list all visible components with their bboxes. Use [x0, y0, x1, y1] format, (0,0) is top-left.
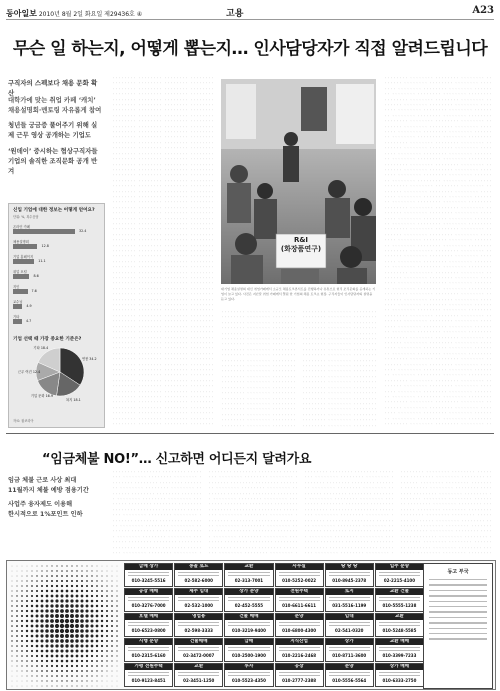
classified-ad	[224, 588, 273, 612]
classified-ad	[325, 613, 374, 637]
bar-category-label: 온라인 카페	[13, 225, 30, 229]
ad-phone: 02-3451-1250	[183, 678, 215, 684]
bar-value-label: 11.1	[38, 259, 46, 263]
second-subhead-4: 한시적으로 1%포인트 인하	[8, 511, 83, 518]
ad-phone: 02-532-1000	[184, 603, 213, 609]
ad-title: 땅 땅 땅	[326, 564, 373, 570]
bar	[13, 259, 34, 264]
main-headline: 무슨 일 하는지, 어떻게 뽑는지… 인사담당자가 직접 알려드립니다	[12, 39, 488, 59]
ad-title: 제주 임대	[175, 589, 222, 595]
ad-title: 몽골 로드	[175, 564, 222, 570]
classified-ad	[174, 588, 223, 612]
classified-ad	[325, 638, 374, 662]
pie-slice-label: 복지 18.1	[65, 398, 81, 403]
ad-title: 사무실	[276, 564, 323, 570]
ad-phone: 010-2216-2468	[282, 653, 317, 659]
ad-title: 임대	[326, 614, 373, 620]
photo-caption: 대기업 채용설명회 대신 취업카페에서 소규모 채용토크콘서트를 진행하거나 유튜브로 현직 조직문화를 공개하는 기업이 늘고 있다. 사진은 지난달 취업 카페에서 열린 한 기업의 채용 토크쇼 현장. 구직자들이 인사담당자의 설명을 듣고 있다.	[221, 287, 376, 301]
classified-ad	[174, 613, 223, 637]
classified-ad	[275, 563, 324, 587]
ad-title: 투자	[225, 664, 272, 670]
ad-title: 분양	[276, 614, 323, 620]
classified-ad	[174, 563, 223, 587]
ad-phone: 02-598-3333	[184, 628, 213, 634]
article-column-3: ㆍㆍㆍㆍㆍㆍㆍㆍ ㆍㆍㆍㆍㆍㆍㆍㆍ ㆍㆍㆍㆍㆍㆍㆍㆍ ㆍㆍㆍㆍㆍㆍㆍㆍ ㆍㆍㆍㆍㆍㆍㆍㆍ ㆍㆍㆍㆍㆍㆍㆍㆍ ㆍㆍㆍㆍㆍㆍㆍㆍ ㆍㆍㆍㆍㆍㆍㆍㆍ ㆍㆍㆍㆍㆍㆍㆍㆍ ㆍㆍㆍㆍㆍㆍㆍㆍ ㆍㆍㆍㆍㆍㆍㆍㆍ ㆍㆍㆍㆍㆍㆍㆍㆍ ㆍㆍㆍㆍㆍㆍㆍㆍ ㆍㆍㆍㆍㆍㆍㆍㆍ ㆍㆍㆍㆍㆍㆍㆍㆍ ㆍㆍㆍㆍㆍㆍㆍㆍ ㆍㆍㆍㆍㆍㆍㆍㆍ ㆍㆍㆍㆍㆍㆍㆍㆍ ㆍㆍㆍㆍㆍㆍㆍㆍ ㆍㆍㆍㆍㆍㆍㆍㆍ ㆍㆍㆍㆍㆍㆍㆍㆍ ㆍㆍㆍㆍㆍㆍㆍㆍ ㆍㆍㆍㆍㆍㆍㆍㆍ ㆍㆍㆍㆍㆍㆍㆍㆍ ㆍㆍㆍㆍㆍㆍㆍㆍ ㆍㆍㆍㆍㆍㆍㆍㆍ ㆍㆍㆍㆍㆍㆍㆍㆍ ㆍㆍㆍㆍㆍㆍㆍㆍ ㆍㆍㆍㆍㆍㆍㆍㆍ ㆍㆍㆍㆍㆍㆍㆍㆍ ㆍㆍㆍㆍㆍㆍㆍㆍ ㆍㆍㆍㆍㆍㆍㆍㆍ ㆍㆍㆍㆍㆍㆍㆍㆍ ㆍㆍㆍㆍㆍㆍㆍㆍ ㆍㆍㆍㆍㆍㆍㆍㆍ ㆍㆍㆍㆍㆍㆍㆍㆍ ㆍㆍㆍㆍㆍㆍㆍㆍ ㆍㆍㆍㆍㆍㆍㆍㆍ ㆍㆍㆍㆍㆍㆍㆍㆍ ㆍㆍㆍㆍㆍㆍㆍㆍ ㆍㆍㆍㆍㆍㆍㆍㆍ ㆍㆍㆍㆍㆍㆍㆍㆍ ㆍㆍㆍㆍㆍㆍㆍㆍ ㆍㆍㆍㆍㆍㆍㆍㆍ ㆍㆍㆍㆍㆍㆍㆍㆍ ㆍㆍㆍㆍㆍㆍㆍㆍ ㆍㆍㆍㆍㆍㆍㆍㆍ ㆍㆍㆍㆍㆍㆍㆍㆍ ㆍㆍㆍㆍㆍㆍㆍㆍ ㆍㆍㆍㆍㆍㆍㆍㆍ ㆍㆍㆍㆍㆍㆍㆍㆍ ㆍㆍㆍㆍㆍㆍㆍㆍ ㆍㆍㆍㆍㆍㆍㆍㆍ ㆍㆍㆍㆍㆍㆍㆍㆍ ㆍㆍㆍㆍㆍㆍㆍㆍ ㆍㆍㆍㆍㆍㆍㆍㆍ ㆍㆍㆍㆍㆍㆍㆍㆍ ㆍㆍㆍㆍㆍㆍㆍㆍ ㆍㆍㆍㆍㆍㆍㆍㆍ ㆍㆍㆍㆍㆍㆍㆍㆍ ㆍㆍㆍㆍㆍㆍㆍㆍ ㆍㆍㆍㆍㆍㆍㆍㆍ ㆍㆍㆍㆍㆍㆍㆍㆍ ㆍㆍㆍㆍㆍㆍㆍㆍ ㆍㆍㆍㆍㆍㆍㆍㆍ ㆍㆍㆍㆍㆍㆍㆍㆍ	[302, 310, 377, 428]
ad-phone: 010-3399-7233	[382, 653, 417, 659]
second-article-col-1: ㆍㆍㆍㆍㆍㆍㆍㆍ ㆍㆍㆍㆍㆍㆍㆍㆍ ㆍㆍㆍㆍㆍㆍㆍㆍ ㆍㆍㆍㆍㆍㆍㆍㆍ ㆍㆍㆍㆍㆍㆍㆍㆍ ㆍㆍㆍㆍㆍㆍㆍㆍ ㆍㆍㆍㆍㆍㆍㆍㆍ ㆍㆍㆍㆍㆍㆍㆍㆍ ㆍㆍㆍㆍㆍㆍㆍㆍ ㆍㆍㆍㆍㆍㆍㆍㆍ ㆍㆍㆍㆍㆍㆍㆍㆍ ㆍㆍㆍㆍㆍㆍㆍㆍ ㆍㆍㆍㆍㆍㆍㆍㆍ ㆍㆍㆍㆍㆍㆍㆍㆍ ㆍㆍㆍㆍㆍㆍㆍㆍ ㆍㆍㆍㆍㆍㆍㆍㆍ ㆍㆍㆍㆍㆍㆍㆍㆍ ㆍㆍㆍㆍㆍㆍㆍㆍ ㆍㆍㆍㆍㆍㆍㆍㆍ ㆍㆍㆍㆍㆍㆍㆍㆍ ㆍㆍㆍㆍㆍㆍㆍㆍ ㆍㆍㆍㆍㆍㆍㆍㆍ ㆍㆍㆍㆍㆍㆍㆍㆍ ㆍㆍㆍㆍㆍㆍㆍㆍ ㆍㆍㆍㆍㆍㆍㆍㆍ ㆍㆍㆍㆍㆍㆍㆍㆍ ㆍㆍㆍㆍㆍㆍㆍㆍ ㆍㆍㆍㆍㆍㆍㆍㆍ ㆍㆍㆍㆍㆍㆍㆍㆍ ㆍㆍㆍㆍㆍㆍㆍㆍ ㆍㆍㆍㆍㆍㆍㆍㆍ ㆍㆍㆍㆍㆍㆍㆍㆍ ㆍㆍㆍㆍㆍㆍㆍㆍ ㆍㆍㆍㆍㆍㆍㆍㆍ ㆍㆍㆍㆍㆍㆍㆍㆍ ㆍㆍㆍㆍㆍㆍㆍㆍ ㆍㆍㆍㆍㆍㆍㆍㆍ ㆍㆍㆍㆍㆍㆍㆍㆍ ㆍㆍㆍㆍㆍㆍㆍㆍ ㆍㆍㆍㆍㆍㆍㆍㆍ ㆍㆍㆍㆍㆍㆍㆍㆍ ㆍㆍㆍㆍㆍㆍㆍㆍ ㆍㆍㆍㆍㆍㆍㆍㆍ ㆍㆍㆍㆍㆍㆍㆍㆍ ㆍㆍㆍㆍㆍㆍㆍㆍ ㆍㆍㆍㆍㆍㆍㆍㆍ ㆍㆍㆍㆍㆍㆍㆍㆍ ㆍㆍㆍㆍㆍㆍㆍㆍ ㆍㆍㆍㆍㆍㆍㆍㆍ ㆍㆍㆍㆍㆍㆍㆍㆍ ㆍㆍㆍㆍㆍㆍㆍㆍ ㆍㆍㆍㆍㆍㆍㆍㆍ ㆍㆍㆍㆍㆍㆍㆍㆍ ㆍㆍㆍㆍㆍㆍㆍㆍ ㆍㆍㆍㆍㆍㆍㆍㆍ ㆍㆍㆍㆍㆍㆍㆍㆍ ㆍㆍㆍㆍㆍㆍㆍㆍ ㆍ	[112, 470, 202, 555]
bar-category-label: 취업 포털	[13, 270, 27, 274]
ad-title: 건물매매	[175, 639, 222, 645]
ad-phone: 010-5555-1238	[382, 603, 417, 609]
bar-category-label: 기업 홈페이지	[13, 255, 34, 259]
section-divider	[6, 433, 494, 434]
ad-phone: 010-6523-0800	[131, 628, 166, 634]
paper-name: 동아일보	[6, 8, 37, 18]
pie-slice-label: 근무 여건 12.4	[18, 370, 41, 375]
classified-ad	[325, 663, 374, 687]
pie-slice-label: 기업 문화 16.9	[30, 394, 53, 399]
ad-title: 입주 분양	[376, 564, 423, 570]
ad-title: 토지	[326, 589, 373, 595]
classified-ad	[375, 588, 424, 612]
bar	[13, 289, 28, 294]
ad-title: 교환 건물	[376, 589, 423, 595]
bar	[13, 229, 75, 234]
ad-title: 호텔 매매	[125, 614, 172, 620]
ad-phone: 02-313-7001	[234, 578, 264, 584]
subhead-3: 청년들 궁금증 풀어주기 위해 실제 근무 영상 공개하는 기업도	[8, 121, 98, 139]
chart-source: 자료: 잡코리아	[13, 419, 34, 423]
second-subhead-3: 사업주 융자제도 이용해	[8, 501, 73, 508]
news-photo	[221, 79, 376, 284]
chart-title: 신입 기업에 대한 정보는 어떻게 얻어요?	[13, 208, 95, 213]
ad-grid	[124, 563, 424, 687]
ad-phone: 010-6333-2750	[382, 678, 417, 684]
ad-title: 가평 전원주택	[125, 664, 172, 670]
ad-phone: 02-3472-0007	[183, 653, 215, 659]
ad-phone: 010-2315-6160	[131, 653, 166, 659]
ad-phone: 010-5252-0022	[282, 578, 317, 584]
classified-ad	[224, 663, 273, 687]
classified-ad	[275, 663, 324, 687]
ad-phone: 010-5523-4350	[231, 678, 266, 684]
halftone-ad	[9, 563, 121, 687]
bar-value-label: 7.6	[31, 289, 37, 293]
article-column-1: ㆍㆍㆍㆍㆍㆍㆍㆍ ㆍㆍㆍㆍㆍㆍㆍㆍ ㆍㆍㆍㆍㆍㆍㆍㆍ ㆍㆍㆍㆍㆍㆍㆍㆍ ㆍㆍㆍㆍㆍㆍㆍㆍ ㆍㆍㆍㆍㆍㆍㆍㆍ ㆍㆍㆍㆍㆍㆍㆍㆍ ㆍㆍㆍㆍㆍㆍㆍㆍ ㆍㆍㆍㆍㆍㆍㆍㆍ ㆍㆍㆍㆍㆍㆍㆍㆍ ㆍㆍㆍㆍㆍㆍㆍㆍ ㆍㆍㆍㆍㆍㆍㆍㆍ ㆍㆍㆍㆍㆍㆍㆍㆍ ㆍㆍㆍㆍㆍㆍㆍㆍ ㆍㆍㆍㆍㆍㆍㆍㆍ ㆍㆍㆍㆍㆍㆍㆍㆍ ㆍㆍㆍㆍㆍㆍㆍㆍ ㆍㆍㆍㆍㆍㆍㆍㆍ ㆍㆍㆍㆍㆍㆍㆍㆍ ㆍㆍㆍㆍㆍㆍㆍㆍ ㆍㆍㆍㆍㆍㆍㆍㆍ ㆍㆍㆍㆍㆍㆍㆍㆍ ㆍㆍㆍㆍㆍㆍㆍㆍ ㆍㆍㆍㆍㆍㆍㆍㆍ ㆍㆍㆍㆍㆍㆍㆍㆍ ㆍㆍㆍㆍㆍㆍㆍㆍ ㆍㆍㆍㆍㆍㆍㆍㆍ ㆍㆍㆍㆍㆍㆍㆍㆍ ㆍㆍㆍㆍㆍㆍㆍㆍ ㆍㆍㆍㆍㆍㆍㆍㆍ ㆍㆍㆍㆍㆍㆍㆍㆍ ㆍㆍㆍㆍㆍㆍㆍㆍ ㆍㆍㆍㆍㆍㆍㆍㆍ ㆍㆍㆍㆍㆍㆍㆍㆍ ㆍㆍㆍㆍㆍㆍㆍㆍ ㆍㆍㆍㆍㆍㆍㆍㆍ ㆍㆍㆍㆍㆍㆍㆍㆍ ㆍㆍㆍㆍㆍㆍㆍㆍ ㆍㆍㆍㆍㆍㆍㆍㆍ ㆍㆍㆍㆍㆍㆍㆍㆍ ㆍㆍㆍㆍㆍㆍㆍㆍ ㆍㆍㆍㆍㆍㆍㆍㆍ ㆍㆍㆍㆍㆍㆍㆍㆍ ㆍㆍㆍㆍㆍㆍㆍㆍ ㆍㆍㆍㆍㆍㆍㆍㆍ ㆍㆍㆍㆍㆍㆍㆍㆍ ㆍㆍㆍㆍㆍㆍㆍㆍ ㆍㆍㆍㆍㆍㆍㆍㆍ ㆍㆍㆍㆍㆍㆍㆍㆍ ㆍㆍㆍㆍㆍㆍㆍㆍ ㆍㆍㆍㆍㆍㆍㆍㆍ ㆍㆍㆍㆍㆍㆍㆍㆍ ㆍㆍㆍㆍㆍㆍㆍㆍ ㆍㆍㆍㆍㆍㆍㆍㆍ ㆍㆍㆍㆍㆍㆍㆍㆍ ㆍㆍㆍㆍㆍㆍㆍㆍ ㆍㆍㆍㆍㆍㆍㆍㆍ ㆍㆍㆍㆍㆍㆍㆍㆍ ㆍㆍㆍㆍㆍㆍㆍㆍ ㆍㆍㆍㆍㆍㆍㆍㆍ ㆍㆍㆍㆍㆍㆍㆍㆍ ㆍㆍㆍㆍㆍㆍㆍㆍ ㆍㆍㆍㆍㆍㆍㆍㆍ ㆍㆍㆍㆍㆍㆍㆍㆍ ㆍㆍㆍㆍㆍㆍㆍㆍ ㆍㆍㆍㆍㆍㆍㆍㆍ ㆍㆍㆍㆍㆍㆍㆍㆍ ㆍㆍㆍㆍㆍㆍㆍㆍ ㆍㆍㆍㆍㆍㆍㆍㆍ ㆍㆍㆍㆍㆍㆍㆍㆍ ㆍㆍㆍㆍㆍㆍㆍㆍ ㆍㆍㆍㆍㆍㆍㆍㆍ ㆍㆍㆍㆍㆍㆍㆍㆍ ㆍㆍㆍㆍㆍㆍㆍㆍ ㆍㆍㆍㆍㆍㆍㆍㆍ ㆍㆍㆍㆍㆍㆍㆍㆍ ㆍㆍㆍㆍㆍㆍㆍㆍ ㆍㆍㆍㆍㆍㆍㆍㆍ ㆍㆍㆍㆍㆍㆍㆍㆍ ㆍㆍㆍㆍㆍㆍㆍㆍ ㆍㆍㆍㆍㆍㆍㆍㆍ ㆍㆍㆍㆍㆍㆍㆍㆍ ㆍㆍㆍㆍㆍㆍㆍㆍ ㆍㆍㆍㆍㆍㆍㆍㆍ ㆍㆍㆍㆍㆍㆍㆍㆍ ㆍㆍㆍㆍㆍㆍㆍㆍ ㆍㆍㆍㆍㆍㆍㆍㆍ ㆍㆍㆍㆍㆍㆍㆍㆍ ㆍㆍㆍㆍㆍㆍㆍㆍ ㆍㆍㆍㆍㆍㆍㆍㆍ ㆍㆍㆍㆍㆍㆍㆍㆍ ㆍㆍㆍㆍㆍㆍㆍㆍ ㆍㆍㆍㆍㆍㆍㆍㆍ ㆍㆍㆍㆍㆍㆍㆍㆍ ㆍㆍㆍㆍㆍㆍㆍㆍ ㆍㆍㆍㆍㆍㆍㆍㆍ ㆍㆍㆍㆍㆍㆍㆍㆍ ㆍㆍㆍㆍㆍㆍㆍㆍ ㆍㆍㆍㆍㆍㆍㆍㆍ ㆍㆍㆍㆍㆍㆍㆍㆍ ㆍㆍㆍㆍㆍㆍㆍㆍ ㆍㆍㆍㆍㆍㆍㆍㆍ ㆍㆍㆍㆍㆍㆍㆍㆍ ㆍㆍㆍㆍㆍㆍㆍㆍ ㆍㆍㆍㆍㆍㆍㆍㆍ ㆍㆍㆍㆍㆍㆍㆍㆍ ㆍㆍㆍㆍㆍㆍㆍㆍ ㆍㆍㆍㆍㆍㆍㆍㆍ ㆍㆍㆍㆍㆍㆍㆍㆍ ㆍㆍㆍㆍㆍㆍㆍㆍ ㆍㆍㆍㆍㆍㆍㆍㆍ ㆍㆍㆍㆍㆍㆍㆍㆍ ㆍㆍㆍㆍㆍㆍㆍㆍ ㆍㆍㆍㆍㆍㆍㆍㆍ ㆍㆍㆍㆍㆍㆍㆍㆍ ㆍㆍㆍㆍㆍㆍㆍㆍ ㆍㆍㆍㆍㆍㆍㆍㆍ ㆍㆍㆍㆍㆍㆍㆍㆍ ㆍㆍㆍㆍㆍㆍㆍㆍ ㆍㆍㆍㆍㆍㆍㆍㆍ ㆍㆍㆍㆍㆍㆍㆍㆍ ㆍㆍㆍㆍㆍㆍㆍㆍ ㆍㆍㆍㆍㆍㆍㆍㆍ ㆍㆍㆍㆍㆍㆍㆍㆍ ㆍㆍㆍㆍㆍㆍㆍㆍ ㆍㆍㆍㆍㆍㆍㆍㆍ ㆍㆍㆍㆍㆍㆍㆍㆍ ㆍㆍㆍㆍㆍㆍㆍㆍ ㆍㆍㆍㆍㆍㆍㆍㆍ ㆍㆍㆍㆍㆍㆍㆍㆍ ㆍㆍㆍㆍㆍㆍㆍㆍ ㆍㆍㆍㆍㆍㆍㆍㆍ ㆍㆍㆍㆍㆍㆍㆍㆍ ㆍㆍㆍㆍㆍㆍㆍㆍ ㆍㆍㆍㆍㆍㆍㆍㆍ ㆍㆍㆍㆍㆍㆍㆍㆍ ㆍㆍㆍㆍㆍㆍㆍㆍ ㆍㆍㆍㆍㆍㆍㆍㆍ ㆍㆍㆍㆍㆍㆍㆍㆍ ㆍㆍㆍㆍㆍㆍㆍㆍ ㆍㆍㆍㆍㆍㆍㆍㆍ ㆍㆍㆍㆍㆍㆍㆍㆍ ㆍㆍㆍㆍㆍㆍㆍㆍ ㆍㆍㆍㆍㆍㆍㆍㆍ ㆍㆍㆍㆍㆍㆍㆍㆍ ㆍㆍㆍㆍㆍㆍㆍㆍ ㆍㆍㆍㆍㆍㆍㆍㆍ ㆍㆍㆍㆍㆍㆍㆍㆍ ㆍㆍㆍㆍㆍㆍㆍㆍ ㆍㆍㆍㆍㆍㆍㆍㆍ ㆍㆍㆍㆍㆍㆍㆍㆍ ㆍㆍㆍㆍㆍㆍㆍㆍ ㆍㆍㆍㆍㆍㆍㆍㆍ ㆍㆍㆍㆍㆍㆍㆍㆍ ㆍㆍㆍㆍㆍㆍㆍㆍ ㆍㆍㆍㆍㆍㆍㆍㆍ ㆍㆍㆍㆍㆍㆍㆍㆍ ㆍㆍㆍㆍㆍㆍㆍㆍ ㆍㆍㆍㆍㆍㆍㆍㆍ ㆍㆍㆍㆍㆍㆍㆍㆍ ㆍㆍㆍㆍㆍㆍㆍㆍ ㆍㆍㆍㆍㆍㆍㆍㆍ ㆍㆍㆍㆍㆍㆍㆍㆍ ㆍㆍㆍㆍㆍㆍㆍㆍ ㆍㆍㆍㆍㆍㆍㆍㆍ ㆍㆍㆍㆍㆍㆍㆍㆍ ㆍㆍㆍㆍㆍㆍㆍㆍ ㆍㆍㆍㆍㆍㆍㆍㆍ ㆍㆍㆍㆍㆍㆍㆍㆍ ㆍㆍㆍㆍㆍㆍㆍㆍ ㆍㆍㆍㆍㆍㆍㆍㆍ ㆍㆍㆍㆍㆍㆍㆍㆍ ㆍㆍㆍㆍㆍㆍㆍㆍ ㆍㆍㆍㆍㆍㆍㆍㆍ ㆍㆍㆍㆍㆍㆍㆍㆍ ㆍㆍㆍㆍㆍㆍㆍㆍ ㆍㆍㆍㆍㆍㆍㆍㆍ ㆍㆍㆍㆍㆍㆍㆍㆍ ㆍㆍㆍㆍㆍㆍㆍㆍ ㆍㆍㆍㆍㆍㆍㆍㆍ ㆍㆍㆍㆍㆍㆍㆍㆍ ㆍㆍㆍㆍㆍㆍㆍㆍ ㆍㆍㆍㆍㆍㆍㆍㆍ ㆍㆍㆍㆍㆍㆍㆍㆍ ㆍㆍㆍㆍㆍㆍㆍㆍ ㆍㆍㆍㆍㆍㆍㆍㆍ ㆍㆍㆍㆍㆍㆍㆍㆍ ㆍㆍㆍㆍㆍㆍㆍㆍ ㆍㆍㆍㆍㆍㆍㆍㆍ ㆍㆍㆍㆍㆍㆍㆍㆍ ㆍㆍㆍㆍㆍㆍㆍㆍ ㆍㆍㆍㆍㆍㆍㆍㆍ ㆍㆍㆍㆍㆍㆍㆍㆍ ㆍㆍㆍㆍㆍㆍㆍㆍ ㆍㆍㆍㆍㆍㆍㆍㆍ ㆍㆍㆍㆍㆍㆍㆍㆍ ㆍㆍㆍㆍㆍㆍㆍㆍ ㆍㆍㆍㆍㆍㆍㆍㆍ ㆍㆍㆍㆍㆍㆍㆍㆍ ㆍㆍㆍㆍㆍㆍㆍㆍ ㆍㆍㆍㆍㆍㆍㆍㆍ ㆍㆍㆍㆍㆍㆍㆍㆍ ㆍㆍㆍㆍㆍㆍㆍㆍ ㆍㆍㆍㆍㆍㆍㆍㆍ ㆍㆍㆍㆍㆍㆍㆍㆍ ㆍㆍㆍㆍㆍㆍㆍㆍ ㆍㆍㆍㆍㆍㆍㆍㆍ ㆍㆍㆍㆍㆍㆍㆍㆍ ㆍㆍㆍㆍㆍㆍㆍㆍ ㆍㆍㆍㆍㆍㆍㆍㆍ ㆍㆍㆍㆍㆍㆍㆍㆍ ㆍㆍㆍㆍㆍㆍㆍㆍ ㆍㆍㆍㆍㆍㆍㆍㆍ ㆍㆍㆍㆍㆍㆍㆍㆍ ㆍㆍㆍㆍㆍㆍㆍㆍ ㆍㆍㆍㆍㆍㆍㆍㆍ ㆍㆍㆍㆍㆍㆍㆍㆍ ㆍㆍㆍㆍㆍㆍㆍㆍ ㆍㆍㆍㆍㆍㆍㆍㆍ ㆍㆍㆍㆍㆍㆍㆍㆍ ㆍㆍㆍㆍㆍㆍㆍㆍ ㆍㆍㆍㆍㆍㆍㆍㆍ ㆍㆍㆍㆍㆍㆍㆍㆍ ㆍㆍㆍㆍㆍㆍㆍㆍ ㆍㆍㆍㆍㆍㆍㆍㆍ ㆍㆍㆍㆍㆍㆍㆍㆍ ㆍㆍㆍㆍㆍㆍㆍㆍ ㆍㆍㆍㆍㆍㆍㆍㆍ ㆍㆍㆍㆍㆍㆍㆍㆍ ㆍㆍㆍㆍㆍㆍㆍㆍ ㆍㆍㆍㆍㆍㆍㆍㆍ ㆍㆍㆍㆍㆍㆍㆍㆍ ㆍㆍㆍㆍㆍㆍㆍㆍ ㆍㆍㆍㆍㆍㆍㆍㆍ ㆍㆍㆍㆍㆍㆍㆍㆍ ㆍㆍㆍㆍㆍㆍㆍㆍ ㆍㆍㆍㆍㆍㆍㆍㆍ ㆍㆍㆍㆍㆍㆍㆍㆍ ㆍㆍㆍㆍㆍㆍㆍㆍ ㆍㆍㆍㆍㆍㆍㆍㆍ ㆍㆍㆍㆍㆍㆍㆍㆍ ㆍㆍㆍㆍㆍㆍㆍㆍ ㆍㆍㆍㆍㆍㆍㆍㆍ ㆍㆍㆍㆍㆍㆍㆍㆍ ㆍㆍㆍㆍㆍㆍㆍㆍ ㆍㆍㆍㆍㆍㆍㆍㆍ ㆍㆍㆍㆍㆍㆍㆍㆍ ㆍㆍㆍㆍㆍㆍㆍㆍ ㆍㆍㆍㆍㆍㆍㆍㆍ ㆍㆍㆍㆍㆍㆍㆍㆍ ㆍㆍㆍㆍㆍㆍㆍㆍ ㆍㆍㆍㆍㆍㆍㆍㆍ ㆍㆍㆍㆍㆍㆍㆍㆍ ㆍㆍㆍㆍㆍㆍㆍㆍ ㆍㆍㆍㆍㆍㆍㆍㆍ ㆍㆍㆍㆍㆍㆍㆍㆍ ㆍㆍㆍㆍㆍㆍㆍㆍ ㆍㆍㆍㆍㆍㆍㆍㆍ ㆍㆍㆍㆍㆍㆍㆍㆍ ㆍㆍㆍㆍㆍㆍㆍㆍ	[112, 76, 214, 426]
pie-slice-label: 연봉 34.2	[81, 356, 97, 361]
ad-phone: 010-2500-1900	[231, 653, 266, 659]
classified-ad	[224, 638, 273, 662]
second-subhead-2: 11월까지 체불 예방 점용기간	[8, 487, 89, 494]
ad-title: 영업용	[175, 614, 222, 620]
bar-category-label: 지인	[13, 285, 20, 289]
classified-ad	[174, 638, 223, 662]
ad-phone: 010-8945-2378	[332, 578, 367, 584]
subhead-4: ‘원데이’ 중시하는 협상구직자들 기업의 솔직한 조직문화 공개 반겨	[8, 147, 98, 175]
classified-ad	[375, 563, 424, 587]
ad-phone: 010-3245-5516	[131, 578, 166, 584]
ad-phone: 010-3219-9400	[231, 628, 266, 634]
page-number: A23	[472, 5, 494, 16]
ad-title: 상가 매매	[376, 664, 423, 670]
ad-title: 급매 상가	[125, 564, 172, 570]
ad-title: 교환	[225, 564, 272, 570]
masthead	[6, 3, 494, 20]
classified-ad	[124, 663, 173, 687]
bar-value-label: 32.4	[79, 229, 87, 233]
classified-ad	[275, 638, 324, 662]
classified-ads	[6, 560, 496, 690]
bar-category-label: 교수님	[13, 300, 23, 304]
ad-phone: 010-6611-6611	[282, 603, 317, 609]
classified-ad	[224, 563, 273, 587]
pie-chart	[35, 347, 85, 397]
classified-ad	[124, 588, 173, 612]
bar	[13, 274, 29, 279]
ad-phone: 02-582-6000	[184, 578, 213, 584]
chart-unit: 단위: %, 복수응답	[13, 215, 39, 219]
subhead-2: 대학가에 맞는 취업 카페 ‘캐치’ 채용설명회·멘토링 자유롭게 참여	[8, 96, 102, 114]
ad-phone: 010-9123-8451	[131, 678, 166, 684]
classified-ad	[275, 588, 324, 612]
subhead-1: 구직자의 스펙보다 채용 문화 확산	[8, 79, 98, 97]
ad-title: 건물 매매	[225, 614, 272, 620]
bar-value-label: 4.7	[25, 319, 32, 323]
ad-phone: 010-6800-4300	[282, 628, 317, 634]
classified-ad	[325, 563, 374, 587]
bar-value-label: 12.8	[41, 244, 49, 248]
article-column-4: ㆍㆍㆍㆍㆍㆍㆍㆍ ㆍㆍㆍㆍㆍㆍㆍㆍ ㆍㆍㆍㆍㆍㆍㆍㆍ ㆍㆍㆍㆍㆍㆍㆍㆍ ㆍㆍㆍㆍㆍㆍㆍㆍ ㆍㆍㆍㆍㆍㆍㆍㆍ ㆍㆍㆍㆍㆍㆍㆍㆍ ㆍㆍㆍㆍㆍㆍㆍㆍ ㆍㆍㆍㆍㆍㆍㆍㆍ ㆍㆍㆍㆍㆍㆍㆍㆍ ㆍㆍㆍㆍㆍㆍㆍㆍ ㆍㆍㆍㆍㆍㆍㆍㆍ ㆍㆍㆍㆍㆍㆍㆍㆍ ㆍㆍㆍㆍㆍㆍㆍㆍ ㆍㆍㆍㆍㆍㆍㆍㆍ ㆍㆍㆍㆍㆍㆍㆍㆍ ㆍㆍㆍㆍㆍㆍㆍㆍ ㆍㆍㆍㆍㆍㆍㆍㆍ ㆍㆍㆍㆍㆍㆍㆍㆍ ㆍㆍㆍㆍㆍㆍㆍㆍ ㆍㆍㆍㆍㆍㆍㆍㆍ ㆍㆍㆍㆍㆍㆍㆍㆍ ㆍㆍㆍㆍㆍㆍㆍㆍ ㆍㆍㆍㆍㆍㆍㆍㆍ ㆍㆍㆍㆍㆍㆍㆍㆍ ㆍㆍㆍㆍㆍㆍㆍㆍ ㆍㆍㆍㆍㆍㆍㆍㆍ ㆍㆍㆍㆍㆍㆍㆍㆍ ㆍㆍㆍㆍㆍㆍㆍㆍ ㆍㆍㆍㆍㆍㆍㆍㆍ ㆍㆍㆍㆍㆍㆍㆍㆍ ㆍㆍㆍㆍㆍㆍㆍㆍ ㆍㆍㆍㆍㆍㆍㆍㆍ ㆍㆍㆍㆍㆍㆍㆍㆍ ㆍㆍㆍㆍㆍㆍㆍㆍ ㆍㆍㆍㆍㆍㆍㆍㆍ ㆍㆍㆍㆍㆍㆍㆍㆍ ㆍㆍㆍㆍㆍㆍㆍㆍ ㆍㆍㆍㆍㆍㆍㆍㆍ ㆍㆍㆍㆍㆍㆍㆍㆍ ㆍㆍㆍㆍㆍㆍㆍㆍ ㆍㆍㆍㆍㆍㆍㆍㆍ ㆍㆍㆍㆍㆍㆍㆍㆍ ㆍㆍㆍㆍㆍㆍㆍㆍ ㆍㆍㆍㆍㆍㆍㆍㆍ ㆍㆍㆍㆍㆍㆍㆍㆍ ㆍㆍㆍㆍㆍㆍㆍㆍ ㆍㆍㆍㆍㆍㆍㆍㆍ ㆍㆍㆍㆍㆍㆍㆍㆍ ㆍㆍㆍㆍㆍㆍㆍㆍ ㆍㆍㆍㆍㆍㆍㆍㆍ ㆍㆍㆍㆍㆍㆍㆍㆍ ㆍㆍㆍㆍㆍㆍㆍㆍ ㆍㆍㆍㆍㆍㆍㆍㆍ ㆍㆍㆍㆍㆍㆍㆍㆍ ㆍㆍㆍㆍㆍㆍㆍㆍ ㆍㆍㆍㆍㆍㆍㆍㆍ ㆍㆍㆍㆍㆍㆍㆍㆍ ㆍㆍㆍㆍㆍㆍㆍㆍ ㆍㆍㆍㆍㆍㆍㆍㆍ ㆍㆍㆍㆍㆍㆍㆍㆍ ㆍㆍㆍㆍㆍㆍㆍㆍ ㆍㆍㆍㆍㆍㆍㆍㆍ ㆍㆍㆍㆍㆍㆍㆍㆍ ㆍㆍㆍㆍㆍㆍㆍㆍ ㆍㆍㆍㆍㆍㆍㆍㆍ ㆍㆍㆍㆍㆍㆍㆍㆍ ㆍㆍㆍㆍㆍㆍㆍㆍ ㆍㆍㆍㆍㆍㆍㆍㆍ ㆍㆍㆍㆍㆍㆍㆍㆍ ㆍㆍㆍㆍㆍㆍㆍㆍ ㆍㆍㆍㆍㆍㆍㆍㆍ ㆍㆍㆍㆍㆍㆍㆍㆍ ㆍㆍㆍㆍㆍㆍㆍㆍ ㆍㆍㆍㆍㆍㆍㆍㆍ ㆍㆍㆍㆍㆍㆍㆍㆍ ㆍㆍㆍㆍㆍㆍㆍㆍ ㆍㆍㆍㆍㆍㆍㆍㆍ ㆍㆍㆍㆍㆍㆍㆍㆍ ㆍㆍㆍㆍㆍㆍㆍㆍ ㆍㆍㆍㆍㆍㆍㆍㆍ ㆍㆍㆍㆍㆍㆍㆍㆍ ㆍㆍㆍㆍㆍㆍㆍㆍ ㆍㆍㆍㆍㆍㆍㆍㆍ ㆍㆍㆍㆍㆍㆍㆍㆍ ㆍㆍㆍㆍㆍㆍㆍㆍ ㆍㆍㆍㆍㆍㆍㆍㆍ ㆍㆍㆍㆍㆍㆍㆍㆍ ㆍㆍㆍㆍㆍㆍㆍㆍ ㆍㆍㆍㆍㆍㆍㆍㆍ ㆍㆍㆍㆍㆍㆍㆍㆍ ㆍㆍㆍㆍㆍㆍㆍㆍ ㆍㆍㆍㆍㆍㆍㆍㆍ ㆍㆍㆍㆍㆍㆍㆍㆍ ㆍㆍㆍㆍㆍㆍㆍㆍ ㆍㆍㆍㆍㆍㆍㆍㆍ ㆍㆍㆍㆍㆍㆍㆍㆍ ㆍㆍㆍㆍㆍㆍㆍㆍ ㆍㆍㆍㆍㆍㆍㆍㆍ ㆍㆍㆍㆍㆍㆍㆍㆍ ㆍㆍㆍㆍㆍㆍㆍㆍ ㆍㆍㆍㆍㆍㆍㆍㆍ ㆍㆍㆍㆍㆍㆍㆍㆍ ㆍㆍㆍㆍㆍㆍㆍㆍ ㆍㆍㆍㆍㆍㆍㆍㆍ ㆍㆍㆍㆍㆍㆍㆍㆍ ㆍㆍㆍㆍㆍㆍㆍㆍ ㆍㆍㆍㆍㆍㆍㆍㆍ ㆍㆍㆍㆍㆍㆍㆍㆍ ㆍㆍㆍㆍㆍㆍㆍㆍ ㆍㆍㆍㆍㆍㆍㆍㆍ ㆍㆍㆍㆍㆍㆍㆍㆍ ㆍㆍㆍㆍㆍㆍㆍㆍ ㆍㆍㆍㆍㆍㆍㆍㆍ ㆍㆍㆍㆍㆍㆍㆍㆍ ㆍㆍㆍㆍㆍㆍㆍㆍ ㆍㆍㆍㆍㆍㆍㆍㆍ ㆍㆍㆍㆍㆍㆍㆍㆍ ㆍㆍㆍㆍㆍㆍㆍㆍ ㆍㆍㆍㆍㆍㆍㆍㆍ ㆍㆍㆍㆍㆍㆍㆍㆍ ㆍㆍㆍㆍㆍㆍㆍㆍ ㆍㆍㆍㆍㆍㆍㆍㆍ ㆍㆍㆍㆍㆍㆍㆍㆍ ㆍㆍㆍㆍㆍㆍㆍㆍ ㆍㆍㆍㆍㆍㆍㆍㆍ ㆍㆍㆍㆍㆍㆍㆍㆍ ㆍㆍㆍㆍㆍㆍㆍㆍ ㆍㆍㆍㆍㆍㆍㆍㆍ ㆍㆍㆍㆍㆍㆍㆍㆍ ㆍㆍㆍㆍㆍㆍㆍㆍ ㆍㆍㆍㆍㆍㆍㆍㆍ ㆍㆍㆍㆍㆍㆍㆍㆍ ㆍㆍㆍㆍㆍㆍㆍㆍ ㆍㆍㆍㆍㆍㆍㆍㆍ ㆍㆍㆍㆍㆍㆍㆍㆍ ㆍㆍㆍㆍㆍㆍㆍㆍ ㆍㆍㆍㆍㆍㆍㆍㆍ ㆍㆍㆍㆍㆍㆍㆍㆍ ㆍㆍㆍㆍㆍㆍㆍㆍ ㆍㆍㆍㆍㆍㆍㆍㆍ ㆍㆍㆍㆍㆍㆍㆍㆍ ㆍㆍㆍㆍㆍㆍㆍㆍ ㆍㆍㆍㆍㆍㆍㆍㆍ ㆍㆍㆍㆍㆍㆍㆍㆍ ㆍㆍㆍㆍㆍㆍㆍㆍ ㆍㆍㆍㆍㆍㆍㆍㆍ ㆍㆍㆍㆍㆍㆍㆍㆍ ㆍㆍㆍㆍㆍㆍㆍㆍ ㆍㆍㆍㆍㆍㆍㆍㆍ ㆍㆍㆍㆍㆍㆍㆍㆍ ㆍㆍㆍㆍㆍㆍㆍㆍ ㆍㆍㆍㆍㆍㆍㆍㆍ ㆍㆍㆍㆍㆍㆍㆍㆍ ㆍㆍㆍㆍㆍㆍㆍㆍ ㆍㆍㆍㆍㆍㆍㆍㆍ ㆍㆍㆍㆍㆍㆍㆍㆍ ㆍㆍㆍㆍㆍㆍㆍㆍ ㆍㆍㆍㆍㆍㆍㆍㆍ ㆍㆍㆍㆍㆍㆍㆍㆍ ㆍㆍㆍㆍㆍㆍㆍㆍ ㆍㆍㆍㆍㆍㆍㆍㆍ ㆍㆍㆍㆍㆍㆍㆍㆍ ㆍㆍㆍㆍㆍㆍㆍㆍ ㆍㆍㆍㆍㆍㆍㆍㆍ ㆍㆍㆍㆍㆍㆍㆍㆍ ㆍㆍㆍㆍㆍㆍㆍㆍ ㆍㆍㆍㆍㆍㆍㆍㆍ ㆍㆍㆍㆍㆍㆍㆍㆍ ㆍㆍㆍㆍㆍㆍㆍㆍ ㆍㆍㆍㆍㆍㆍㆍㆍ ㆍㆍㆍㆍㆍㆍㆍㆍ ㆍㆍㆍㆍㆍㆍㆍㆍ ㆍㆍㆍㆍㆍㆍㆍㆍ ㆍㆍㆍㆍㆍㆍㆍㆍ ㆍㆍㆍㆍㆍㆍㆍㆍ ㆍㆍㆍㆍㆍㆍㆍㆍ ㆍㆍㆍㆍㆍㆍㆍㆍ ㆍㆍㆍㆍㆍㆍㆍㆍ ㆍㆍㆍㆍㆍㆍㆍㆍ ㆍㆍㆍㆍㆍㆍㆍㆍ ㆍㆍㆍㆍㆍㆍㆍㆍ ㆍㆍㆍㆍㆍㆍㆍㆍ ㆍㆍㆍㆍㆍㆍㆍㆍ ㆍㆍㆍㆍㆍㆍㆍㆍ ㆍㆍㆍㆍㆍㆍㆍㆍ ㆍㆍㆍㆍㆍㆍㆍㆍ ㆍㆍㆍㆍㆍㆍㆍㆍ ㆍㆍㆍㆍㆍㆍㆍㆍ ㆍㆍㆍㆍㆍㆍㆍㆍ ㆍㆍㆍㆍㆍㆍㆍㆍ ㆍㆍㆍㆍㆍㆍㆍㆍ ㆍㆍㆍㆍㆍㆍㆍㆍ ㆍㆍㆍㆍㆍㆍㆍㆍ ㆍㆍㆍㆍㆍㆍㆍㆍ ㆍㆍㆍㆍㆍㆍㆍㆍ ㆍㆍㆍㆍㆍㆍㆍㆍ ㆍㆍㆍㆍㆍㆍㆍㆍ ㆍㆍㆍㆍㆍㆍㆍㆍ ㆍㆍㆍㆍㆍㆍㆍㆍ ㆍㆍㆍㆍㆍㆍㆍㆍ ㆍㆍㆍㆍㆍㆍㆍㆍ ㆍㆍㆍㆍㆍㆍㆍㆍ ㆍㆍㆍㆍㆍㆍㆍㆍ ㆍㆍㆍㆍㆍㆍㆍㆍ ㆍㆍㆍㆍㆍㆍㆍㆍ ㆍㆍㆍㆍㆍㆍㆍㆍ ㆍㆍㆍㆍㆍㆍㆍㆍ ㆍㆍㆍㆍㆍㆍㆍㆍ ㆍㆍㆍㆍㆍㆍㆍㆍ ㆍㆍㆍㆍㆍㆍㆍㆍ ㆍㆍㆍㆍㆍㆍㆍㆍ ㆍㆍㆍㆍㆍㆍㆍㆍ ㆍㆍㆍㆍㆍㆍㆍㆍ ㆍㆍㆍㆍㆍㆍㆍㆍ ㆍㆍㆍㆍㆍㆍㆍㆍ ㆍㆍㆍㆍㆍㆍㆍㆍ ㆍㆍㆍㆍㆍㆍㆍㆍ ㆍㆍㆍㆍㆍㆍㆍㆍ ㆍㆍㆍㆍㆍㆍㆍㆍ ㆍㆍㆍㆍㆍㆍㆍㆍ ㆍㆍㆍㆍㆍㆍㆍㆍ ㆍㆍㆍㆍㆍㆍㆍㆍ ㆍㆍㆍㆍㆍㆍㆍㆍ ㆍㆍㆍㆍㆍㆍㆍㆍ ㆍㆍㆍㆍㆍㆍㆍㆍ ㆍㆍㆍㆍㆍㆍㆍㆍ ㆍㆍㆍㆍㆍㆍㆍㆍ ㆍㆍㆍㆍㆍㆍㆍㆍ ㆍㆍㆍㆍㆍㆍㆍㆍ ㆍㆍㆍㆍㆍㆍㆍㆍ ㆍㆍㆍㆍㆍㆍㆍㆍ ㆍㆍㆍㆍㆍㆍㆍㆍ ㆍㆍㆍㆍㆍㆍㆍㆍ ㆍㆍㆍㆍㆍㆍㆍㆍ ㆍㆍㆍㆍㆍㆍㆍㆍ ㆍㆍㆍㆍㆍㆍㆍㆍ ㆍㆍㆍㆍㆍㆍㆍㆍ ㆍㆍㆍㆍㆍㆍㆍㆍ ㆍㆍㆍㆍㆍㆍㆍㆍ ㆍㆍㆍㆍㆍㆍㆍㆍ ㆍㆍㆍㆍㆍㆍㆍㆍ ㆍㆍㆍㆍㆍㆍㆍㆍ ㆍㆍㆍㆍㆍㆍㆍㆍ ㆍㆍㆍㆍㆍㆍㆍㆍ ㆍㆍㆍㆍㆍㆍㆍㆍ ㆍㆍㆍㆍㆍㆍㆍㆍ ㆍㆍㆍㆍㆍㆍㆍㆍ ㆍㆍㆍㆍㆍㆍㆍㆍ ㆍㆍㆍㆍㆍㆍㆍㆍ ㆍㆍㆍㆍㆍㆍㆍㆍ ㆍㆍㆍㆍㆍㆍㆍㆍ ㆍㆍㆍㆍㆍㆍㆍㆍ ㆍㆍㆍㆍㆍㆍㆍㆍ ㆍㆍㆍㆍㆍㆍㆍㆍ ㆍㆍㆍㆍㆍㆍㆍㆍ ㆍㆍㆍㆍㆍㆍㆍㆍ ㆍㆍㆍㆍㆍㆍㆍㆍ ㆍㆍㆍㆍㆍㆍㆍㆍ ㆍㆍㆍㆍㆍㆍㆍㆍ ㆍㆍㆍㆍㆍㆍㆍㆍ ㆍㆍㆍㆍㆍㆍㆍㆍ ㆍㆍㆍㆍㆍㆍㆍㆍ ㆍㆍㆍㆍㆍㆍㆍㆍ ㆍㆍㆍㆍㆍㆍㆍㆍ ㆍㆍㆍㆍㆍㆍㆍㆍ ㆍㆍㆍㆍㆍㆍㆍㆍ ㆍㆍㆍㆍㆍㆍㆍㆍ ㆍㆍㆍㆍㆍㆍㆍㆍ ㆍㆍㆍㆍㆍㆍㆍㆍ ㆍㆍㆍㆍㆍㆍㆍㆍ ㆍㆍㆍㆍㆍㆍㆍㆍ ㆍㆍㆍㆍㆍㆍㆍㆍ ㆍㆍㆍㆍㆍㆍㆍㆍ ㆍㆍㆍㆍㆍㆍㆍㆍ ㆍㆍㆍㆍㆍㆍㆍㆍ ㆍㆍ	[384, 76, 492, 426]
bar-category-label: 채용설명회	[13, 240, 29, 244]
ad-phone: 010-8711-3600	[332, 653, 367, 659]
article-column-2: ㆍㆍㆍㆍㆍㆍㆍㆍ ㆍㆍㆍㆍㆍㆍㆍㆍ ㆍㆍㆍㆍㆍㆍㆍㆍ ㆍㆍㆍㆍㆍㆍㆍㆍ ㆍㆍㆍㆍㆍㆍㆍㆍ ㆍㆍㆍㆍㆍㆍㆍㆍ ㆍㆍㆍㆍㆍㆍㆍㆍ ㆍㆍㆍㆍㆍㆍㆍㆍ ㆍㆍㆍㆍㆍㆍㆍㆍ ㆍㆍㆍㆍㆍㆍㆍㆍ ㆍㆍㆍㆍㆍㆍㆍㆍ ㆍㆍㆍㆍㆍㆍㆍㆍ ㆍㆍㆍㆍㆍㆍㆍㆍ ㆍㆍㆍㆍㆍㆍㆍㆍ ㆍㆍㆍㆍㆍㆍㆍㆍ ㆍㆍㆍㆍㆍㆍㆍㆍ ㆍㆍㆍㆍㆍㆍㆍㆍ ㆍㆍㆍㆍㆍㆍㆍㆍ ㆍㆍㆍㆍㆍㆍㆍㆍ ㆍㆍㆍㆍㆍㆍㆍㆍ ㆍㆍㆍㆍㆍㆍㆍㆍ ㆍㆍㆍㆍㆍㆍㆍㆍ ㆍㆍㆍㆍㆍㆍㆍㆍ ㆍㆍㆍㆍㆍㆍㆍㆍ ㆍㆍㆍㆍㆍㆍㆍㆍ ㆍㆍㆍㆍㆍㆍㆍㆍ ㆍㆍㆍㆍㆍㆍㆍㆍ ㆍㆍㆍㆍㆍㆍㆍㆍ ㆍㆍㆍㆍㆍㆍㆍㆍ ㆍㆍㆍㆍㆍㆍㆍㆍ ㆍㆍㆍㆍㆍㆍㆍㆍ ㆍㆍㆍㆍㆍㆍㆍㆍ ㆍㆍㆍㆍㆍㆍㆍㆍ ㆍㆍㆍㆍㆍㆍㆍㆍ ㆍㆍㆍㆍㆍㆍㆍㆍ ㆍㆍㆍㆍㆍㆍㆍㆍ ㆍㆍㆍㆍㆍㆍㆍㆍ ㆍㆍㆍㆍㆍㆍㆍㆍ ㆍㆍㆍㆍㆍㆍㆍㆍ ㆍㆍㆍㆍㆍㆍㆍㆍ ㆍㆍㆍㆍㆍㆍㆍㆍ ㆍㆍㆍㆍㆍㆍㆍㆍ ㆍㆍㆍㆍㆍㆍㆍㆍ ㆍㆍㆍㆍㆍㆍㆍㆍ ㆍㆍㆍㆍㆍㆍㆍㆍ ㆍㆍㆍㆍㆍㆍㆍㆍ ㆍㆍㆍㆍㆍㆍㆍㆍ ㆍㆍㆍㆍㆍㆍㆍㆍ ㆍㆍㆍㆍㆍㆍㆍㆍ ㆍㆍㆍㆍㆍㆍㆍㆍ ㆍㆍㆍㆍㆍㆍㆍㆍ ㆍㆍㆍㆍㆍㆍㆍㆍ ㆍㆍㆍㆍㆍㆍㆍㆍ ㆍㆍㆍㆍㆍㆍㆍㆍ ㆍㆍㆍㆍㆍㆍㆍㆍ ㆍㆍㆍㆍㆍㆍㆍㆍ ㆍㆍㆍㆍㆍㆍㆍㆍ ㆍㆍㆍㆍㆍㆍㆍㆍ ㆍㆍㆍㆍㆍㆍㆍㆍ ㆍㆍㆍㆍㆍㆍㆍㆍ ㆍㆍㆍㆍㆍㆍㆍㆍ ㆍㆍㆍㆍㆍㆍㆍㆍ ㆍㆍㆍㆍㆍㆍㆍㆍ ㆍㆍㆍㆍㆍㆍㆍㆍ ㆍㆍㆍㆍㆍㆍㆍㆍ ㆍㆍㆍㆍㆍㆍㆍㆍ	[221, 310, 296, 428]
bar	[13, 244, 37, 249]
ad-title: 상가	[326, 639, 373, 645]
ad-phone: 010-3276-7000	[131, 603, 166, 609]
ad-title: 지식산업	[276, 639, 323, 645]
second-article-col-2: ㆍㆍㆍㆍㆍㆍㆍㆍ ㆍㆍㆍㆍㆍㆍㆍㆍ ㆍㆍㆍㆍㆍㆍㆍㆍ ㆍㆍㆍㆍㆍㆍㆍㆍ ㆍㆍㆍㆍㆍㆍㆍㆍ ㆍㆍㆍㆍㆍㆍㆍㆍ ㆍㆍㆍㆍㆍㆍㆍㆍ ㆍㆍㆍㆍㆍㆍㆍㆍ ㆍㆍㆍㆍㆍㆍㆍㆍ ㆍㆍㆍㆍㆍㆍㆍㆍ ㆍㆍㆍㆍㆍㆍㆍㆍ ㆍㆍㆍㆍㆍㆍㆍㆍ ㆍㆍㆍㆍㆍㆍㆍㆍ ㆍㆍㆍㆍㆍㆍㆍㆍ ㆍㆍㆍㆍㆍㆍㆍㆍ ㆍㆍㆍㆍㆍㆍㆍㆍ ㆍㆍㆍㆍㆍㆍㆍㆍ ㆍㆍㆍㆍㆍㆍㆍㆍ ㆍㆍㆍㆍㆍㆍㆍㆍ ㆍㆍㆍㆍㆍㆍㆍㆍ ㆍㆍㆍㆍㆍㆍㆍㆍ ㆍㆍㆍㆍㆍㆍㆍㆍ ㆍㆍㆍㆍㆍㆍㆍㆍ ㆍㆍㆍㆍㆍㆍㆍㆍ ㆍㆍㆍㆍㆍㆍㆍㆍ ㆍㆍㆍㆍㆍㆍㆍㆍ ㆍㆍㆍㆍㆍㆍㆍㆍ ㆍㆍㆍㆍㆍㆍㆍㆍ ㆍㆍㆍㆍㆍㆍㆍㆍ ㆍㆍㆍㆍㆍㆍㆍㆍ ㆍㆍㆍㆍㆍㆍㆍㆍ ㆍㆍㆍㆍㆍㆍㆍㆍ ㆍㆍㆍㆍㆍㆍㆍㆍ ㆍㆍㆍㆍㆍㆍㆍㆍ ㆍㆍㆍㆍㆍㆍㆍㆍ ㆍㆍㆍㆍㆍㆍㆍㆍ ㆍㆍㆍㆍㆍㆍㆍㆍ ㆍㆍㆍㆍㆍㆍㆍㆍ ㆍㆍㆍㆍㆍㆍㆍㆍ ㆍㆍㆍㆍㆍㆍㆍㆍ ㆍㆍㆍㆍㆍㆍㆍㆍ ㆍㆍㆍㆍㆍㆍㆍㆍ ㆍㆍㆍㆍㆍㆍㆍㆍ ㆍㆍㆍㆍㆍㆍㆍㆍ ㆍㆍㆍㆍㆍㆍㆍㆍ ㆍㆍㆍㆍㆍㆍㆍㆍ ㆍㆍㆍㆍㆍㆍㆍㆍ ㆍㆍㆍㆍㆍㆍㆍㆍ ㆍㆍㆍㆍㆍㆍㆍㆍ ㆍㆍㆍㆍㆍㆍㆍㆍ ㆍㆍㆍㆍㆍㆍㆍㆍ ㆍㆍㆍㆍㆍㆍㆍㆍ ㆍㆍㆍㆍㆍㆍㆍㆍ ㆍㆍㆍㆍㆍㆍㆍㆍ ㆍㆍㆍㆍㆍㆍㆍㆍ ㆍㆍㆍㆍㆍㆍㆍㆍ ㆍㆍㆍㆍㆍㆍㆍㆍ ㆍ	[208, 470, 298, 555]
ad-title: 공장	[276, 664, 323, 670]
date-info: 2010년 8월 2일 화요일 제29436호 ④	[38, 11, 143, 18]
classified-ad	[174, 663, 223, 687]
photo-sign: R&I (화장품연구)	[280, 236, 322, 253]
ad-title: 전원주택	[276, 589, 323, 595]
right-ad	[423, 563, 493, 689]
infographic	[8, 203, 105, 428]
bar-value-label: 4.9	[26, 304, 32, 308]
ad-phone: 010-5248-5585	[382, 628, 417, 634]
pie-slice-label: 기타 18.4	[33, 345, 49, 350]
classified-ad	[275, 613, 324, 637]
bar-category-label: 기타	[13, 315, 20, 319]
bar	[13, 304, 22, 309]
classified-ad	[325, 588, 374, 612]
classified-ad	[375, 663, 424, 687]
bar	[13, 319, 22, 324]
classified-ad	[375, 613, 424, 637]
ad-phone: 02-452-5555	[234, 603, 264, 609]
right-ad-title: 동고 부국	[447, 569, 469, 575]
second-article-col-4: ㆍㆍㆍㆍㆍㆍㆍㆍ ㆍㆍㆍㆍㆍㆍㆍㆍ ㆍㆍㆍㆍㆍㆍㆍㆍ ㆍㆍㆍㆍㆍㆍㆍㆍ ㆍㆍㆍㆍㆍㆍㆍㆍ ㆍㆍㆍㆍㆍㆍㆍㆍ ㆍㆍㆍㆍㆍㆍㆍㆍ ㆍㆍㆍㆍㆍㆍㆍㆍ ㆍㆍㆍㆍㆍㆍㆍㆍ ㆍㆍㆍㆍㆍㆍㆍㆍ ㆍㆍㆍㆍㆍㆍㆍㆍ ㆍㆍㆍㆍㆍㆍㆍㆍ ㆍㆍㆍㆍㆍㆍㆍㆍ ㆍㆍㆍㆍㆍㆍㆍㆍ ㆍㆍㆍㆍㆍㆍㆍㆍ ㆍㆍㆍㆍㆍㆍㆍㆍ ㆍㆍㆍㆍㆍㆍㆍㆍ ㆍㆍㆍㆍㆍㆍㆍㆍ ㆍㆍㆍㆍㆍㆍㆍㆍ ㆍㆍㆍㆍㆍㆍㆍㆍ ㆍㆍㆍㆍㆍㆍㆍㆍ ㆍㆍㆍㆍㆍㆍㆍㆍ ㆍㆍㆍㆍㆍㆍㆍㆍ ㆍㆍㆍㆍㆍㆍㆍㆍ ㆍㆍㆍㆍㆍㆍㆍㆍ ㆍㆍㆍㆍㆍㆍㆍㆍ ㆍㆍㆍㆍㆍㆍㆍㆍ ㆍㆍㆍㆍㆍㆍㆍㆍ ㆍㆍㆍㆍㆍㆍㆍㆍ ㆍㆍㆍㆍㆍㆍㆍㆍ ㆍㆍㆍㆍㆍㆍㆍㆍ ㆍㆍㆍㆍㆍㆍㆍㆍ ㆍㆍㆍㆍㆍㆍㆍㆍ ㆍㆍㆍㆍㆍㆍㆍㆍ ㆍㆍㆍㆍㆍㆍㆍㆍ ㆍㆍㆍㆍㆍㆍㆍㆍ ㆍㆍㆍㆍㆍㆍㆍㆍ ㆍㆍㆍㆍㆍㆍㆍㆍ ㆍㆍㆍㆍㆍㆍㆍㆍ ㆍㆍㆍㆍㆍㆍㆍㆍ ㆍㆍㆍㆍㆍㆍㆍㆍ ㆍㆍㆍㆍㆍㆍㆍㆍ ㆍㆍㆍㆍㆍㆍㆍㆍ ㆍㆍㆍㆍㆍㆍㆍㆍ ㆍㆍㆍㆍㆍㆍㆍㆍ ㆍㆍㆍㆍㆍㆍㆍㆍ ㆍㆍㆍㆍㆍㆍㆍㆍ ㆍㆍㆍㆍㆍㆍㆍㆍ ㆍㆍㆍㆍㆍㆍㆍㆍ ㆍㆍㆍㆍㆍㆍㆍㆍ ㆍㆍㆍㆍㆍㆍㆍㆍ ㆍㆍㆍㆍㆍㆍㆍㆍ ㆍㆍㆍㆍㆍㆍㆍㆍ ㆍㆍㆍㆍㆍㆍㆍㆍ ㆍㆍㆍㆍㆍㆍㆍㆍ ㆍㆍㆍㆍㆍㆍㆍㆍ ㆍㆍㆍㆍㆍㆍㆍㆍ ㆍㆍㆍㆍㆍㆍㆍㆍ	[400, 470, 492, 555]
classified-ad	[375, 638, 424, 662]
ad-phone: 02-2215-4100	[383, 578, 415, 584]
ad-phone: 02-541-0320	[335, 628, 364, 634]
ad-title: 교환	[175, 664, 222, 670]
bar-value-label: 8.6	[33, 274, 39, 278]
ad-phone: 010-5556-5564	[332, 678, 367, 684]
ad-title: 시행 분양	[125, 639, 172, 645]
ad-title: 분양	[326, 664, 373, 670]
second-headline: “임금체불 NO!”… 신고하면 어디든지 달려가요	[42, 452, 312, 467]
ad-title: 급매	[225, 639, 272, 645]
classified-ad	[224, 613, 273, 637]
classified-ad	[124, 613, 173, 637]
ad-title: 공장 매매	[125, 589, 172, 595]
section-name: 고용	[226, 9, 244, 19]
second-article-col-3: ㆍㆍㆍㆍㆍㆍㆍㆍ ㆍㆍㆍㆍㆍㆍㆍㆍ ㆍㆍㆍㆍㆍㆍㆍㆍ ㆍㆍㆍㆍㆍㆍㆍㆍ ㆍㆍㆍㆍㆍㆍㆍㆍ ㆍㆍㆍㆍㆍㆍㆍㆍ ㆍㆍㆍㆍㆍㆍㆍㆍ ㆍㆍㆍㆍㆍㆍㆍㆍ ㆍㆍㆍㆍㆍㆍㆍㆍ ㆍㆍㆍㆍㆍㆍㆍㆍ ㆍㆍㆍㆍㆍㆍㆍㆍ ㆍㆍㆍㆍㆍㆍㆍㆍ ㆍㆍㆍㆍㆍㆍㆍㆍ ㆍㆍㆍㆍㆍㆍㆍㆍ ㆍㆍㆍㆍㆍㆍㆍㆍ ㆍㆍㆍㆍㆍㆍㆍㆍ ㆍㆍㆍㆍㆍㆍㆍㆍ ㆍㆍㆍㆍㆍㆍㆍㆍ ㆍㆍㆍㆍㆍㆍㆍㆍ ㆍㆍㆍㆍㆍㆍㆍㆍ ㆍㆍㆍㆍㆍㆍㆍㆍ ㆍㆍㆍㆍㆍㆍㆍㆍ ㆍㆍㆍㆍㆍㆍㆍㆍ ㆍㆍㆍㆍㆍㆍㆍㆍ ㆍㆍㆍㆍㆍㆍㆍㆍ ㆍㆍㆍㆍㆍㆍㆍㆍ ㆍㆍㆍㆍㆍㆍㆍㆍ ㆍㆍㆍㆍㆍㆍㆍㆍ ㆍㆍㆍㆍㆍㆍㆍㆍ ㆍㆍㆍㆍㆍㆍㆍㆍ ㆍㆍㆍㆍㆍㆍㆍㆍ ㆍㆍㆍㆍㆍㆍㆍㆍ ㆍㆍㆍㆍㆍㆍㆍㆍ ㆍㆍㆍㆍㆍㆍㆍㆍ ㆍㆍㆍㆍㆍㆍㆍㆍ ㆍㆍㆍㆍㆍㆍㆍㆍ ㆍㆍㆍㆍㆍㆍㆍㆍ ㆍㆍㆍㆍㆍㆍㆍㆍ ㆍㆍㆍㆍㆍㆍㆍㆍ ㆍㆍㆍㆍㆍㆍㆍㆍ ㆍㆍㆍㆍㆍㆍㆍㆍ ㆍㆍㆍㆍㆍㆍㆍㆍ ㆍㆍㆍㆍㆍㆍㆍㆍ ㆍㆍㆍㆍㆍㆍㆍㆍ ㆍㆍㆍㆍㆍㆍㆍㆍ ㆍㆍㆍㆍㆍㆍㆍㆍ ㆍㆍㆍㆍㆍㆍㆍㆍ ㆍㆍㆍㆍㆍㆍㆍㆍ ㆍㆍㆍㆍㆍㆍㆍㆍ ㆍㆍㆍㆍㆍㆍㆍㆍ ㆍㆍㆍㆍㆍㆍㆍㆍ ㆍㆍㆍㆍㆍㆍㆍㆍ ㆍㆍㆍㆍㆍㆍㆍㆍ ㆍㆍㆍㆍㆍㆍㆍㆍ ㆍㆍㆍㆍㆍㆍㆍㆍ ㆍㆍㆍㆍㆍㆍㆍㆍ ㆍㆍㆍㆍㆍㆍㆍㆍ ㆍ	[304, 470, 394, 555]
classified-ad	[124, 638, 173, 662]
ad-title: 교환	[376, 614, 423, 620]
ad-title: 상가 분양	[225, 589, 272, 595]
ad-title: 교환 매매	[376, 639, 423, 645]
chart-title-2: 기업 선택 때 가장 중요한 기준은?	[13, 337, 82, 342]
ad-phone: 031-5516-1199	[332, 603, 367, 609]
second-subhead-1: 임금 체불 근로 사상 최대	[8, 477, 77, 484]
ad-phone: 010-2777-2388	[282, 678, 317, 684]
classified-ad	[124, 563, 173, 587]
